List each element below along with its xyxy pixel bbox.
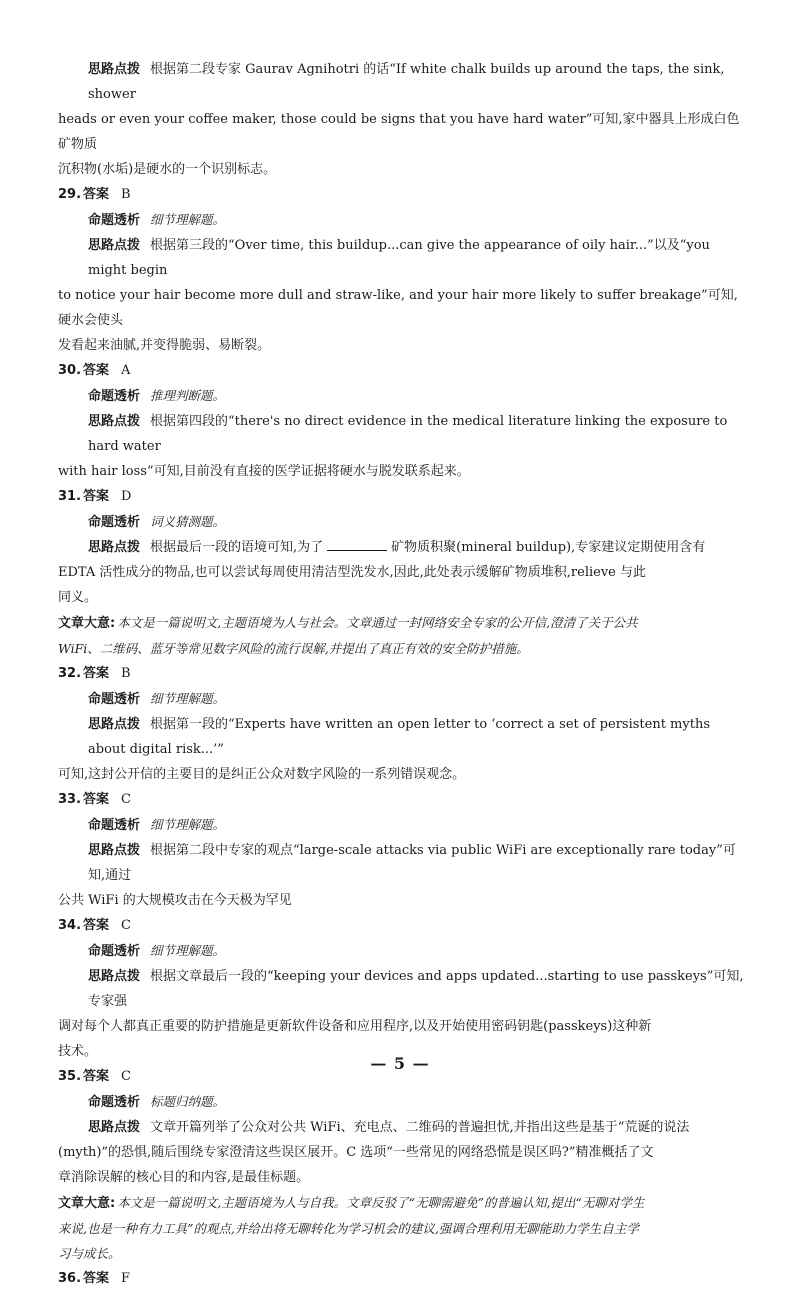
analysis-label: 命题透析 xyxy=(88,944,141,959)
analysis-paragraph xyxy=(58,383,748,409)
tip-text-cont: EDTA 活性成分的物品,也可以尝试每周使用清洁型洗发水,因此,此处表示缓解矿物质堆积,relieve 与此 xyxy=(58,565,647,580)
question-type: 细节理解题。 xyxy=(150,817,226,832)
answer-line-30 xyxy=(58,358,748,383)
tip-text-cont: to notice your hair become more dull and straw-like, and your hair more likely to suffer breakage”可知,硬水会使头 xyxy=(58,288,738,328)
tip-label: 思路点拨 xyxy=(88,1120,141,1135)
question-number: 33. xyxy=(58,792,82,807)
answer-value: C xyxy=(121,918,131,933)
tip-paragraph xyxy=(58,838,748,888)
page-content xyxy=(58,57,748,1291)
analysis-paragraph xyxy=(58,509,748,535)
tip-label: 思路点拨 xyxy=(88,238,141,253)
answer-line-29 xyxy=(58,182,748,207)
analysis-paragraph xyxy=(58,812,748,838)
answer-label: 答案 xyxy=(83,666,110,681)
question-type: 细节理解题。 xyxy=(150,212,226,227)
tip-text-cont: 公共 WiFi 的大规模攻击在今天极为罕见 xyxy=(58,893,292,908)
tip-text-cont: 章消除误解的核心目的和内容,是最佳标题。 xyxy=(58,1170,310,1185)
tip-text-cont: 可知,这封公开信的主要目的是纠正公众对数字风险的一系列错误观念。 xyxy=(58,767,466,782)
tip-text-cont: 技术。 xyxy=(58,1044,98,1059)
tip-label: 思路点拨 xyxy=(88,843,141,858)
answer-label: 答案 xyxy=(83,187,110,202)
analysis-label: 命题透析 xyxy=(88,515,141,530)
summary-label: 文章大意: xyxy=(58,616,116,631)
tip-label: 思路点拨 xyxy=(88,62,141,77)
answer-label: 答案 xyxy=(83,1069,110,1084)
question-number: 31. xyxy=(58,489,82,504)
tip-paragraph xyxy=(58,233,748,283)
tip-text-cont: with hair loss”可知,目前没有直接的医学证据将硬水与脱发联系起来。 xyxy=(58,464,470,479)
answer-value: F xyxy=(121,1271,131,1286)
answer-line-34 xyxy=(58,913,748,938)
analysis-label: 命题透析 xyxy=(88,389,141,404)
tip-text: 根据第二段中专家的观点“large-scale attacks via public WiFi are exceptionally rare today”可知,通过 xyxy=(88,843,736,883)
tip-label: 思路点拨 xyxy=(88,717,141,732)
answer-line-31 xyxy=(58,484,748,509)
question-number: 36. xyxy=(58,1271,82,1286)
summary-text: 本文是一篇说明文,主题语境为人与社会。文章通过一封网络安全专家的公开信,澄清了关于公共 xyxy=(117,615,638,630)
tip-text: 矿物质积聚(mineral buildup),专家建议定期使用含有 xyxy=(391,540,706,555)
summary-label: 文章大意: xyxy=(58,1196,116,1211)
tip-paragraph xyxy=(58,57,748,107)
answer-line-36 xyxy=(58,1266,748,1291)
answer-label: 答案 xyxy=(83,1271,110,1286)
question-number: 29. xyxy=(58,187,82,202)
answer-line-33 xyxy=(58,787,748,812)
question-type: 推理判断题。 xyxy=(150,388,226,403)
question-type: 细节理解题。 xyxy=(150,691,226,706)
tip-label: 思路点拨 xyxy=(88,540,141,555)
analysis-label: 命题透析 xyxy=(88,213,141,228)
summary-text-cont: 来说,也是一种有力工具”的观点,并给出将无聊转化为学习机会的建议,强调合理利用无聊能助力学生自主学 xyxy=(58,1221,639,1236)
answer-label: 答案 xyxy=(83,792,110,807)
tip-text-cont: 同义。 xyxy=(58,590,98,605)
summary-text: 本文是一篇说明文,主题语境为人与自我。文章反驳了“无聊需避免”的普遍认知,提出“无聊对学生 xyxy=(117,1195,645,1210)
answer-value: B xyxy=(121,666,131,681)
answer-value: D xyxy=(121,489,132,504)
answer-label: 答案 xyxy=(83,363,110,378)
tip-paragraph xyxy=(58,964,748,1014)
answer-line-32 xyxy=(58,661,748,686)
tip-text: 根据第一段的“Experts have written an open letter to ‘correct a set of persistent myths about digital risk...’” xyxy=(88,717,710,757)
tip-text: 根据第三段的“Over time, this buildup...can give the appearance of oily hair...”以及“you might begin xyxy=(88,238,710,278)
tip-text: 文章开篇列举了公众对公共 WiFi、充电点、二维码的普遍担忧,并指出这些是基于“荒诞的说法 xyxy=(150,1120,690,1135)
answer-value: B xyxy=(121,187,131,202)
answer-value: C xyxy=(121,792,131,807)
analysis-paragraph xyxy=(58,938,748,964)
analysis-label: 命题透析 xyxy=(88,1095,141,1110)
tip-text: 根据第四段的“there's no direct evidence in the medical literature linking the exposure to hard water xyxy=(88,414,728,454)
tip-text-cont: 沉积物(水垢)是硬水的一个识别标志。 xyxy=(58,162,277,177)
question-number: 30. xyxy=(58,363,82,378)
analysis-paragraph xyxy=(58,207,748,233)
answer-label: 答案 xyxy=(83,489,110,504)
fill-blank xyxy=(327,538,387,551)
tip-label: 思路点拨 xyxy=(88,969,141,984)
question-number: 35. xyxy=(58,1069,82,1084)
analysis-label: 命题透析 xyxy=(88,692,141,707)
summary-paragraph xyxy=(58,1190,748,1216)
tip-paragraph xyxy=(58,535,748,560)
answer-label: 答案 xyxy=(83,918,110,933)
question-type: 词义猜测题。 xyxy=(150,514,226,529)
answer-value: A xyxy=(121,363,131,378)
tip-label: 思路点拨 xyxy=(88,414,141,429)
question-number: 32. xyxy=(58,666,82,681)
tip-text-cont: (myth)”的恐惧,随后围绕专家澄清这些误区展开。C 选项“一些常见的网络恐慌是误区吗?”精准概括了文 xyxy=(58,1145,654,1160)
summary-text-cont: WiFi、二维码、蓝牙等常见数字风险的流行误解,并提出了真正有效的安全防护措施。 xyxy=(58,641,529,656)
analysis-label: 命题透析 xyxy=(88,818,141,833)
tip-paragraph xyxy=(58,1115,748,1140)
summary-paragraph xyxy=(58,610,748,636)
tip-paragraph xyxy=(58,712,748,762)
analysis-paragraph xyxy=(58,1089,748,1115)
tip-text-cont: 发看起来油腻,并变得脆弱、易断裂。 xyxy=(58,338,271,353)
summary-text-cont: 习与成长。 xyxy=(58,1246,121,1261)
question-number: 34. xyxy=(58,918,82,933)
analysis-paragraph xyxy=(58,686,748,712)
tip-text-cont: heads or even your coffee maker, those could be signs that you have hard water”可知,家中器具上形成白色矿物质 xyxy=(58,112,740,152)
tip-text: 根据最后一段的语境可知,为了 xyxy=(150,540,324,555)
page-number: — 5 — xyxy=(370,1054,430,1073)
tip-paragraph xyxy=(58,409,748,459)
answer-value: C xyxy=(121,1069,131,1084)
question-type: 标题归纳题。 xyxy=(150,1094,226,1109)
question-type: 细节理解题。 xyxy=(150,943,226,958)
tip-text: 根据文章最后一段的“keeping your devices and apps updated...starting to use passkeys”可知,专家强 xyxy=(88,969,744,1009)
tip-text: 根据第二段专家 Gaurav Agnihotri 的话“If white chalk builds up around the taps, the sink, shower xyxy=(88,62,725,102)
tip-text-cont: 调对每个人都真正重要的防护措施是更新软件设备和应用程序,以及开始使用密码钥匙(passkeys)这种新 xyxy=(58,1019,652,1034)
